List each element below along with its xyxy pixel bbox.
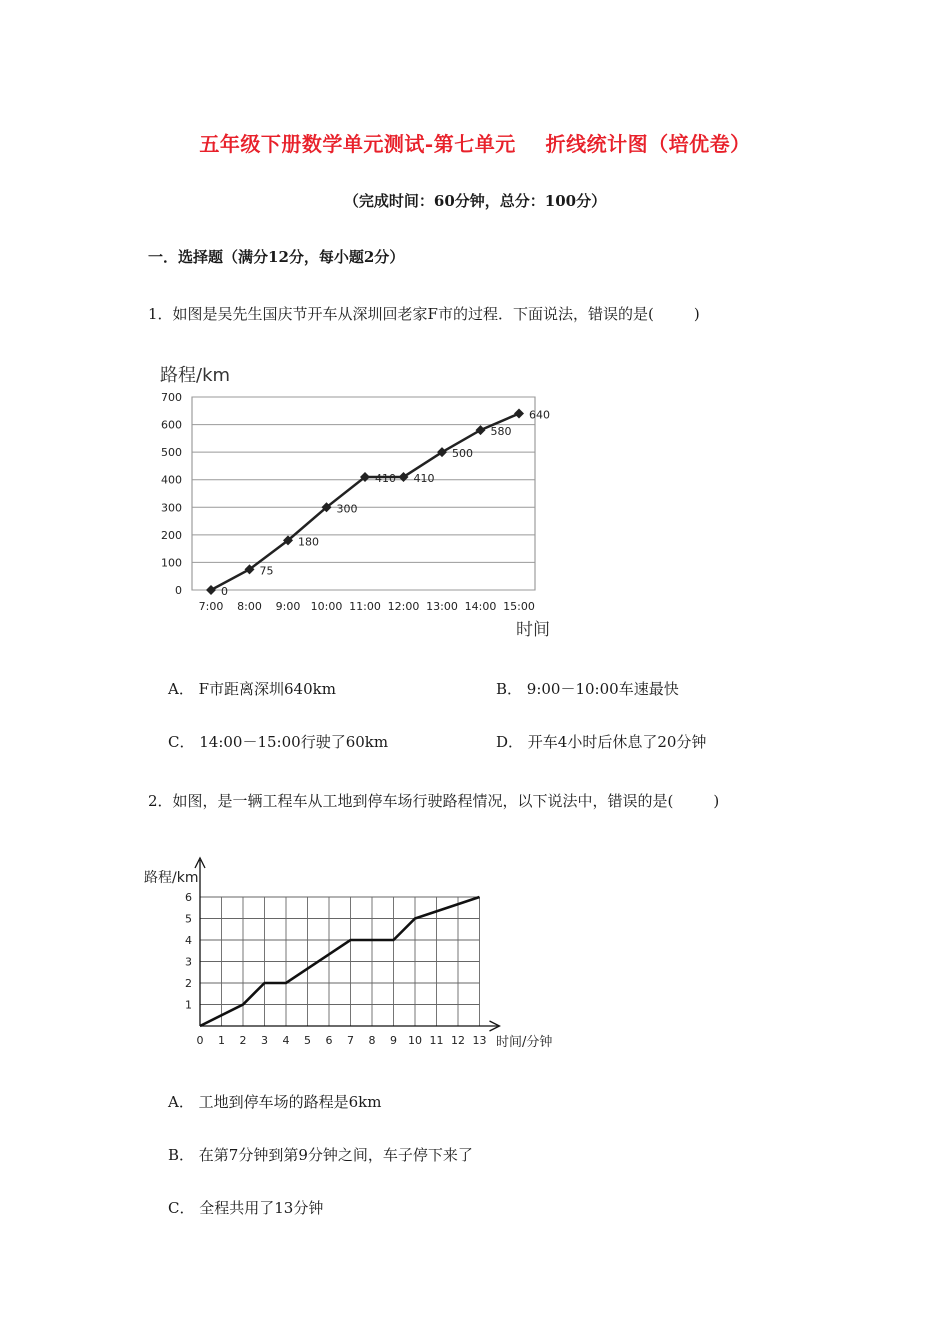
chart-1	[150, 355, 570, 645]
chart-1-data-label: 0	[221, 585, 228, 598]
chart-2-ytick-label: 5	[185, 912, 192, 926]
chart-2-ytick-label: 2	[185, 977, 192, 990]
chart-1-xtick-label: 11:00	[349, 600, 381, 613]
chart-2-xtick-label: 2	[239, 1034, 247, 1047]
chart-1-xtick-label: 10:00	[310, 600, 343, 613]
page-subtitle: （完成时间：60分钟，总分：100分）	[343, 192, 607, 210]
chart-1-ylabel: 路程/km	[160, 365, 231, 386]
chart-2-xtick-label: 12	[451, 1034, 465, 1047]
chart-1-plot-frame	[192, 397, 535, 590]
chart-1-data-label: 410	[375, 471, 396, 485]
chart-2-xtick-label: 11	[429, 1034, 444, 1047]
chart-1-series-line	[211, 414, 519, 590]
chart-1-data-label: 300	[336, 502, 358, 516]
chart-2-xlabel: 时间/分钟	[496, 1035, 553, 1050]
chart-1-data-point	[476, 425, 486, 435]
q2-option-b[interactable]: B． 在第7分钟到第9分钟之间，车子停下来了	[168, 1146, 473, 1164]
chart-1-data-point	[206, 585, 216, 595]
question-2-text: 2．如图，是一辆工程车从工地到停车场行驶路程情况，以下说法中，错误的是(	[148, 792, 674, 810]
chart-1-ytick-label: 500	[161, 446, 182, 460]
page-title: 五年级下册数学单元测试-第七单元 折线统计图（培优卷）	[199, 132, 751, 156]
chart-1-ytick-label: 700	[161, 391, 182, 404]
chart-2-xtick-label: 10	[408, 1034, 422, 1047]
chart-2-xtick-label: 9	[390, 1034, 397, 1047]
chart-1-ytick-label: 0	[175, 584, 182, 597]
chart-1-data-label: 410	[413, 471, 435, 485]
chart-1-ytick-label: 300	[161, 501, 182, 515]
chart-2	[140, 850, 570, 1060]
chart-1-xtick-label: 12:00	[387, 600, 420, 613]
chart-2-ytick-label: 6	[185, 891, 192, 904]
q1-option-c[interactable]: C． 14:00－15:00行驶了60km	[168, 733, 389, 751]
question-2	[148, 790, 719, 811]
chart-1-ytick-label: 100	[161, 556, 182, 570]
chart-2-xtick-label: 13	[472, 1034, 487, 1047]
chart-2-xtick-label: 3	[261, 1034, 268, 1047]
chart-1-data-label: 75	[259, 564, 274, 578]
chart-2-xtick-label: 8	[368, 1034, 376, 1047]
chart-2-xtick-label: 1	[218, 1034, 225, 1047]
chart-2-xtick-label: 4	[282, 1034, 290, 1047]
question-1-text: 1．如图是吴先生国庆节开车从深圳回老家F市的过程．下面说法，错误的是(	[148, 305, 654, 323]
chart-1-xtick-label: 8:00	[237, 600, 262, 613]
chart-1-data-label: 500	[452, 447, 473, 461]
chart-2-ytick-label: 4	[185, 934, 192, 947]
chart-2-ylabel: 路程/km	[144, 870, 199, 886]
chart-1-data-point	[514, 409, 524, 419]
q1-option-d[interactable]: D． 开车4小时后休息了20分钟	[496, 733, 707, 751]
chart-2-ytick-label: 3	[185, 955, 192, 969]
question-2-close: )	[713, 792, 720, 810]
chart-1-ytick-label: 600	[161, 418, 182, 432]
q2-option-c[interactable]: C． 全程共用了13分钟	[168, 1199, 324, 1217]
q2-option-a[interactable]: A． 工地到停车场的路程是6km	[168, 1093, 382, 1111]
question-1-close: )	[693, 305, 700, 323]
question-1	[148, 303, 700, 324]
chart-1-data-label: 640	[529, 408, 550, 422]
chart-2-ytick-label: 1	[185, 998, 192, 1012]
chart-1-xtick-label: 13:00	[426, 600, 458, 613]
chart-1-data-label: 180	[298, 535, 319, 549]
chart-1-xtick-label: 15:00	[503, 600, 535, 613]
section-heading: 一．选择题（满分12分，每小题2分）	[148, 248, 405, 266]
chart-1-xlabel: 时间	[516, 620, 550, 640]
chart-2-xtick-label: 7	[347, 1034, 354, 1047]
chart-1-data-label: 580	[490, 425, 512, 439]
chart-1-xtick-label: 9:00	[275, 600, 301, 613]
chart-1-xtick-label: 7:00	[198, 600, 224, 613]
chart-1-xtick-label: 14:00	[464, 600, 497, 613]
chart-1-ytick-label: 200	[161, 528, 182, 542]
q1-option-b[interactable]: B． 9:00－10:00车速最快	[496, 680, 679, 698]
q1-option-a[interactable]: A． F市距离深圳640km	[168, 680, 336, 698]
chart-2-xtick-label: 5	[304, 1034, 311, 1047]
chart-2-xtick-label: 6	[325, 1034, 333, 1047]
chart-2-xtick-label: 0	[196, 1034, 204, 1047]
chart-1-ytick-label: 400	[161, 473, 182, 487]
